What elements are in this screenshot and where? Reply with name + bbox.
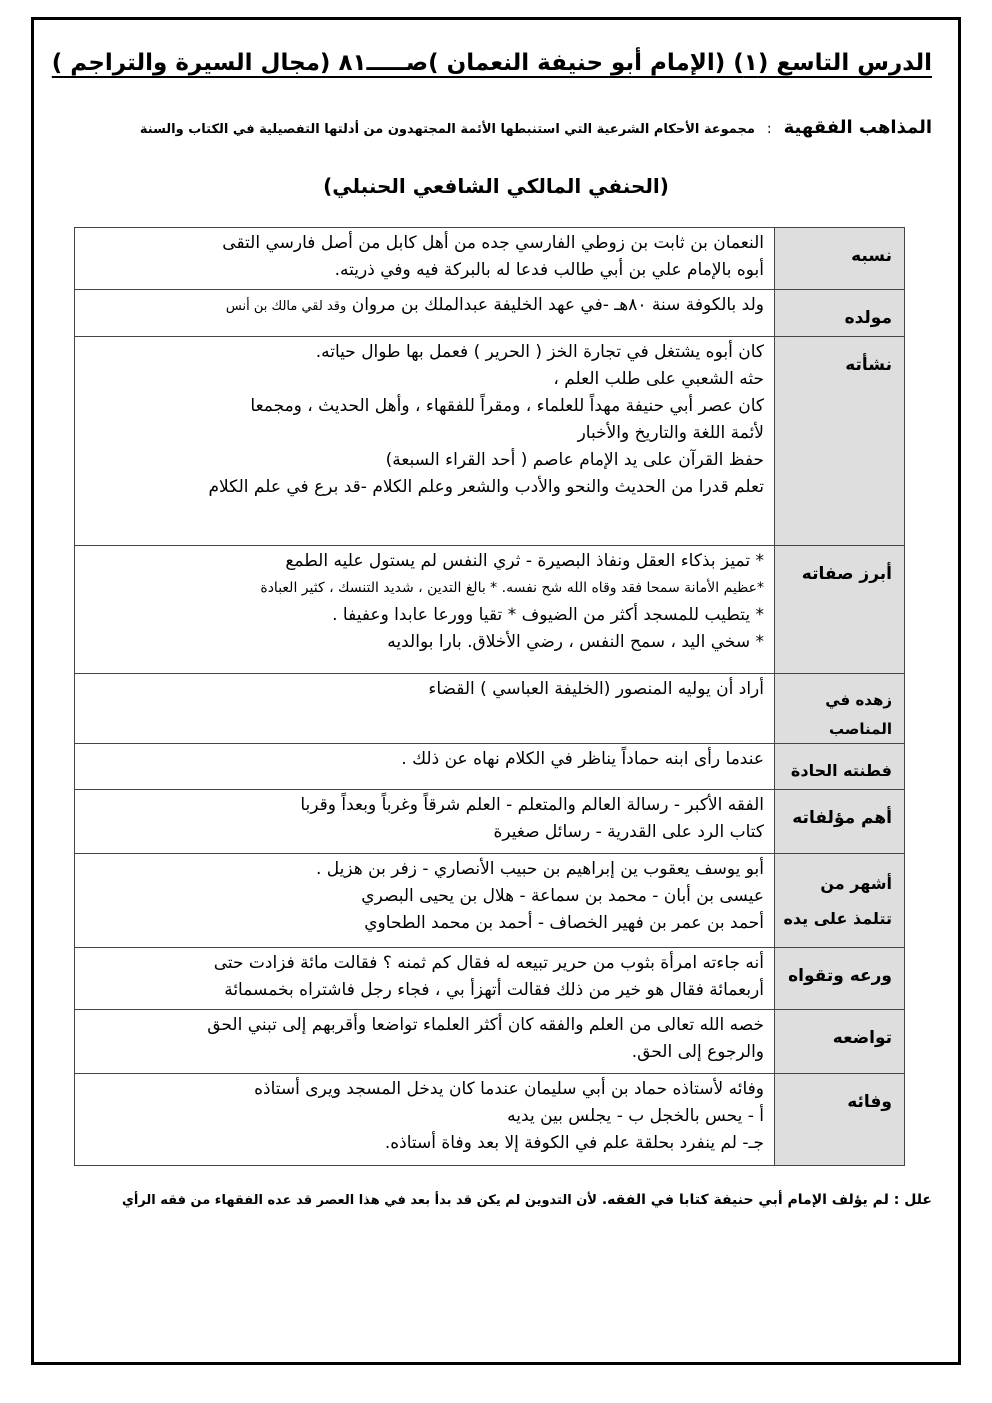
row-birth [75,290,905,337]
row-line: أراد أن يوليه المنصور (الخليفة العباسي ) القضاء [428,679,764,699]
row-content [75,1074,775,1166]
row-students [75,854,905,948]
reasoning-note [60,1192,932,1220]
row-content [75,290,775,337]
row-line: الفقه الأكبر - رسالة العالم والمتعلم - العلم شرقاً وغرباً وبعداً وقربا [300,795,764,815]
row-line: أ - يحس بالخجل ب - يجلس بين يديه [507,1106,764,1126]
row-label: نسبه [775,228,905,290]
row-lineage [75,228,905,290]
row-line: أنه جاءته امرأة بثوب من حرير تبيعه له فقال كم ثمنه ؟ فقالت مائة فزادت حتى [213,953,764,973]
definition-term: المذاهب الفقهية [783,117,932,138]
note-answer: لأن التدوين لم يكن قد بدأ بعد في هذا العصر قد عده الفقهاء من فقه الرأي [121,1193,597,1208]
row-content [75,854,775,948]
row-label: أبرز صفاته [775,546,905,674]
row-line: حفظ القرآن على يد الإمام عاصم ( أحد القراء السبعة) [385,450,764,470]
row-content [75,1010,775,1074]
row-label: زهده في المناصب [775,674,905,744]
row-traits [75,546,905,674]
definition-separator: : [766,121,772,137]
row-line: * يتطيب للمسجد أكثر من الضيوف * تقيا وورعا عابدا وعفيفا . [332,605,764,625]
row-line: أحمد بن عمر بن فهير الخصاف - أحمد بن محمد الطحاوي [364,913,764,933]
birth-text: ولد بالكوفة سنة ٨٠هـ -في عهد الخليفة عبدالملك بن مروان [351,295,764,315]
row-line: خصه الله تعالى من العلم والفقه كان أكثر العلماء تواضعا وأقربهم إلى تبني الحق [207,1015,764,1035]
row-line: * تميز بذكاء العقل ونفاذ البصيرة - ثري النفس لم يستول عليه الطمع [285,551,764,571]
row-label: مولده [775,290,905,337]
row-humility [75,1010,905,1074]
row-line: * سخي اليد ، سمح النفس ، رضي الأخلاق. بارا بوالديه [387,632,764,652]
birth-note: وقد لقي مالك بن أنس [225,299,347,314]
row-line: كتاب الرد على القدرية - رسائل صغيرة [493,822,764,842]
row-line: تعلم قدرا من الحديث والنحو والأدب والشعر وعلم الكلام -قد برع في علم الكلام [208,477,764,497]
row-works [75,790,905,854]
row-upbringing [75,337,905,546]
row-content [75,228,775,290]
row-line: كان عصر أبي حنيفة مهداً للعلماء ، ومقراً للفقهاء ، وأهل الحديث ، ومجمعا [250,396,764,416]
row-intelligence [75,744,905,790]
definition-text: مجموعة الأحكام الشرعية التي استنبطها الأئمة المجتهدون من أدلتها التفصيلية في الكتاب والسنة [139,122,755,137]
row-line: عندما رأى ابنه حماداً يناظر في الكلام نهاه عن ذلك . [401,749,764,769]
row-line: *عظيم الأمانة سمحا فقد وقاه الله شح نفسه. * بالغ التدين ، شديد التنسك ، كثير العبادة [260,580,764,596]
row-label: فطنته الحادة [775,744,905,790]
row-label: وفائه [775,1074,905,1166]
definition-line [60,117,932,145]
row-piety [75,948,905,1010]
row-label: نشأته [775,337,905,546]
lesson-table [74,227,905,1166]
row-asceticism [75,674,905,744]
row-line: حثه الشعبي على طلب العلم ، [553,369,764,389]
row-content [75,674,775,744]
row-content [75,546,775,674]
row-line [85,292,764,320]
row-label: تواضعه [775,1010,905,1074]
row-loyalty [75,1074,905,1166]
row-line: لأئمة اللغة والتاريخ والأخبار [577,423,764,443]
row-line: أبوه بالإمام علي بن أبي طالب فدعا له بالبركة فيه وفي ذريته. [334,260,764,280]
row-line: وفائه لأستاذه حماد بن أبي سليمان عندما كان يدخل المسجد ويرى أستاذه [254,1079,764,1099]
row-label: ورعه وتقواه [775,948,905,1010]
row-line: كان أبوه يشتغل في تجارة الخز ( الحرير ) فعمل بها طوال حياته. [315,342,764,362]
row-line: جـ- لم ينفرد بحلقة علم في الكوفة إلا بعد وفاة أستاذه. [384,1133,764,1153]
row-label: أهم مؤلفاته [775,790,905,854]
note-question: علل : لم يؤلف الإمام أبي حنيفة كتابا في الفقه. [601,1192,932,1208]
row-line: أبو يوسف يعقوب ين إبراهيم بن حبيب الأنصاري - زفر بن هزيل . [316,859,764,879]
lesson-title: الدرس التاسع (١) (الإمام أبو حنيفة النعمان )صـــــ٨١ (مجال السيرة والتراجم ) [51,50,932,76]
row-label: أشهر من تتلمذ على يده [775,854,905,948]
row-content [75,337,775,546]
row-line: أربعمائة فقال هو خير من ذلك فقالت أتهزأ بي ، فجاء رجل فاشتراه بخمسمائة [224,980,764,1000]
row-line: والرجوع إلى الحق. [631,1042,764,1062]
row-content [75,948,775,1010]
schools-list: (الحنفي المالكي الشافعي الحنبلي) [323,174,669,198]
row-line: النعمان بن ثابت بن زوطي الفارسي جده من أهل كابل من أصل فارسي التقى [222,233,764,253]
row-content [75,744,775,790]
row-line: عيسى بن أبان - محمد بن سماعة - هلال بن يحيى البصري [361,886,764,906]
row-content [75,790,775,854]
